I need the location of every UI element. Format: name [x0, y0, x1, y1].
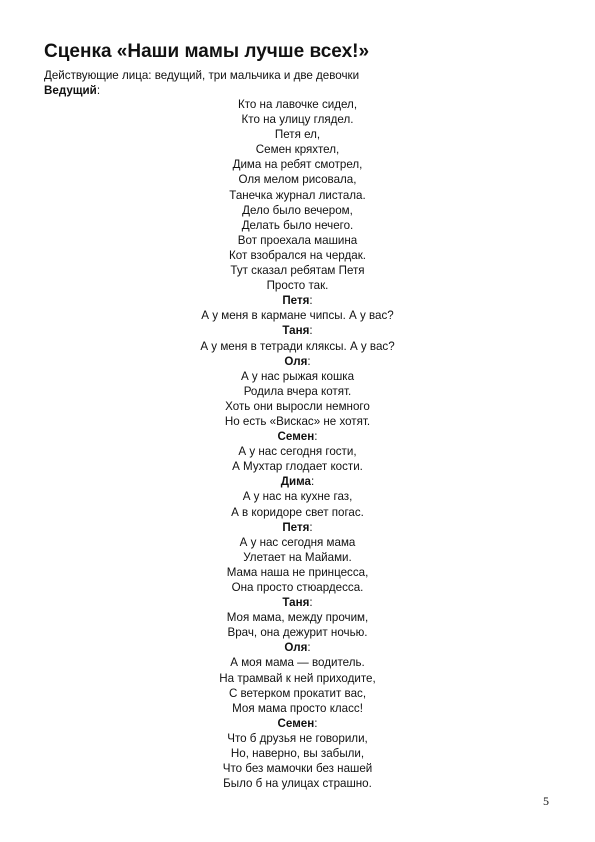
verse-line: Она просто стюардесса. [231, 581, 364, 594]
speaker-name: Петя [282, 520, 310, 534]
speaker-colon: : [309, 520, 313, 534]
speaker-colon: : [314, 430, 318, 444]
speaker-colon: : [314, 716, 318, 730]
speaker-line [0, 474, 595, 489]
speaker-line [0, 293, 595, 308]
speaker-line [0, 354, 595, 369]
verse-line: Что б друзья не говорили, [227, 731, 368, 745]
verse-line: А у нас сегодня гости, [238, 445, 357, 459]
speaker-name: Оля [284, 641, 308, 655]
verse-line: Дима на ребят смотрел, [232, 158, 363, 172]
verse-line: Кто на лавочке сидел, [237, 98, 358, 111]
speaker-line [0, 716, 595, 731]
verse-line: Дело было вечером, [242, 203, 353, 217]
verse-line: Моя мама просто класс! [232, 701, 363, 715]
verse-line: Семен кряхтел, [255, 143, 340, 157]
cast-line: Действующие лица: ведущий, три мальчика и две девочки [44, 69, 360, 82]
verse-line: Танечка журнал листала. [229, 188, 366, 202]
verse-line: С ветерком прокатит вас, [228, 686, 367, 700]
verse-line: А Мухтар глодает кости. [232, 460, 363, 474]
verse-line: Но, наверно, вы забыли, [230, 747, 365, 761]
speaker-name: Таня [282, 324, 310, 338]
speaker-name: Дима [280, 475, 312, 489]
verse-line: Улетает на Майами. [243, 550, 352, 564]
verse-line: А у нас на кухне газ, [242, 490, 353, 504]
page-number: 5 [543, 794, 549, 808]
speaker-line [0, 595, 595, 610]
speaker-name: Петя [282, 294, 310, 308]
verse-line: Было б на улицах страшно. [223, 777, 372, 791]
speaker-name: Таня [282, 596, 310, 610]
speaker-line [0, 520, 595, 535]
speaker-name: Семен [277, 430, 315, 444]
speaker-colon: : [309, 324, 313, 338]
verse-line: Хоть они выросли немного [225, 399, 370, 413]
verse-line: Кто на улицу глядел. [241, 113, 354, 127]
verse-line: Делать было нечего. [241, 218, 354, 232]
verse-line: Тут сказал ребятам Петя [230, 264, 365, 278]
verse-line: А у нас сегодня мама [239, 535, 356, 549]
speaker-colon: : [307, 354, 311, 368]
verse-line: Вот проехала машина [237, 233, 358, 247]
verse-line: Кот взобрался на чердак. [229, 248, 366, 262]
verse-line: Мама наша не принцесса, [226, 565, 369, 579]
script-body [0, 97, 595, 791]
speaker-line [0, 640, 595, 655]
verse-line: Врач, она дежурит ночью. [227, 626, 368, 640]
document-title: Сценка «Наши мамы лучше всех!» [44, 41, 370, 62]
verse-line: Петя ел, [274, 128, 321, 142]
speaker-colon: : [309, 294, 313, 308]
verse-line: А у меня в кармане чипсы. А у вас? [201, 309, 394, 323]
verse-line: Просто так. [266, 279, 329, 293]
verse-line: Родила вчера котят. [243, 384, 352, 398]
speaker-name: Ведущий [44, 84, 97, 97]
verse-line: На трамвай к ней приходите, [219, 671, 376, 685]
verse-line: Что без мамочки без нашей [222, 762, 373, 776]
speaker-line [0, 429, 595, 444]
verse-line: Оля мелом рисовала, [238, 173, 357, 187]
intro-speaker [44, 83, 100, 98]
verse-line: А в коридоре свет погас. [231, 505, 364, 519]
speaker-colon: : [311, 475, 315, 489]
speaker-name: Семен [277, 716, 315, 730]
verse-line: А у нас рыжая кошка [240, 369, 355, 383]
verse-line: А у меня в тетради кляксы. А у вас? [200, 339, 395, 353]
speaker-colon: : [96, 84, 101, 97]
speaker-name: Оля [284, 354, 308, 368]
speaker-colon: : [309, 596, 313, 610]
speaker-colon: : [307, 641, 311, 655]
verse-line: А моя мама — водитель. [230, 656, 365, 670]
speaker-line [0, 323, 595, 338]
verse-line: Моя мама, между прочим, [226, 611, 369, 625]
verse-line: Но есть «Вискас» не хотят. [224, 414, 371, 428]
